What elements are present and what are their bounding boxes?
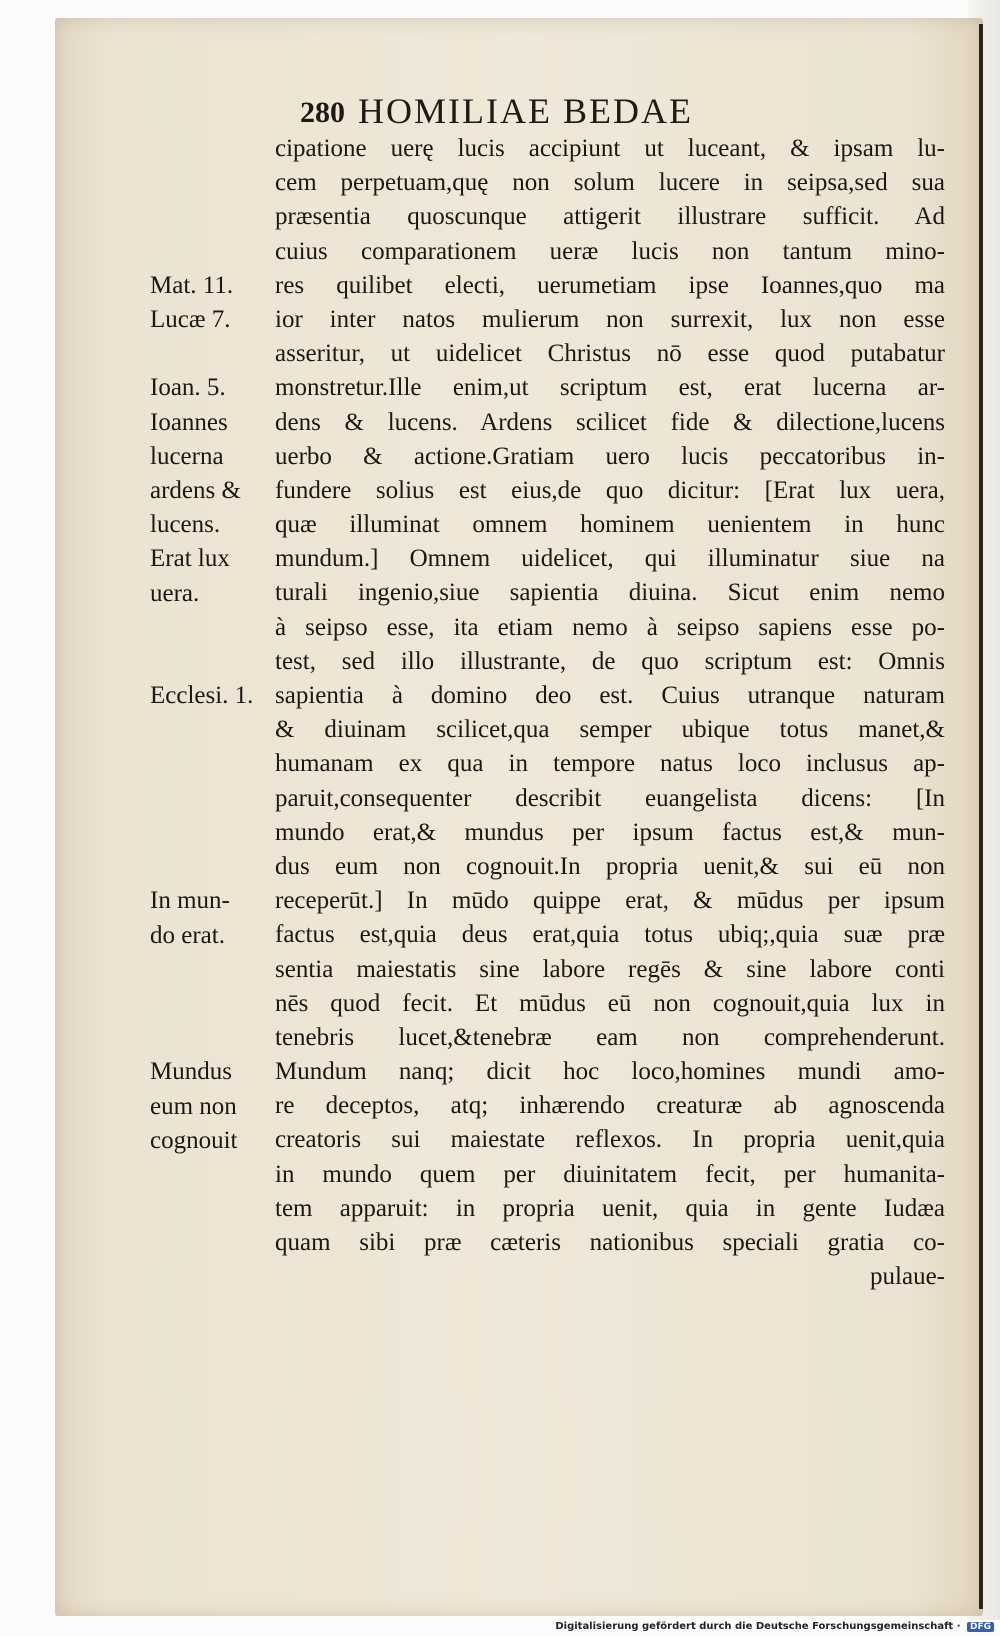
text-line: dens & lucens. Ardens scilicet fide & dilectione,lucens (275, 408, 945, 436)
text-line: Mundum nanq; dicit hoc loco,homines mundi amo- (275, 1058, 945, 1086)
text-line: mundo erat,& mundus per ipsum factus est,& mun- (275, 818, 945, 846)
margin-note: lucens. (150, 511, 221, 539)
text-line: quam sibi præ cæteris nationibus speciali gratia co- (275, 1229, 945, 1256)
margin-note: Mat. 11. (150, 271, 234, 299)
text-line: tenebris lucet,&tenebræ eam non comprehenderunt. (275, 1023, 945, 1051)
text-line: præsentia quoscunque attigerit illustrare sufficit. Ad (275, 203, 945, 231)
text-line: paruit,consequenter describit euangelista dicens: [In (275, 784, 945, 812)
text-line: humanam ex qua in tempore natus loco inclusus ap- (275, 750, 945, 778)
margin-note: do erat. (150, 921, 225, 949)
body-text-block (275, 132, 945, 1294)
text-line: dus eum non cognouit.In propria uenit,& sui eū non (275, 852, 945, 880)
text-line: fundere solius est eius,de quo dicitur: [Erat lux uera, (275, 476, 945, 504)
text-line: mundum.] Omnem uidelicet, qui illuminatur siue na (275, 545, 945, 573)
margin-note: Ecclesi. 1. (150, 682, 254, 710)
text-line: in mundo quem per diuinitatem fecit, per humanita- (275, 1160, 945, 1188)
text-line: creatoris sui maiestate reflexos. In propria uenit,quia (275, 1126, 945, 1154)
page-number: 280 (300, 96, 345, 129)
margin-note: cognouit (150, 1126, 238, 1154)
text-line: ior inter natos mulierum non surrexit, lux non esse (275, 305, 945, 333)
margin-note: Ioan. 5. (150, 374, 226, 402)
text-line: cem perpetuam,quę non solum lucere in seipsa,sed sua (275, 169, 945, 197)
credit-text: Digitalisierung gefördert durch die Deutsche Forschungsgemeinschaft · (555, 1621, 961, 1632)
text-line: uerbo & actione.Gratiam uero lucis peccatoribus in- (275, 442, 945, 470)
digitization-credit (555, 1621, 994, 1632)
margin-note: In mun- (150, 887, 230, 915)
margin-note: Mundus (150, 1058, 232, 1086)
text-line: à seipso esse, ita etiam nemo à seipso sapiens esse po- (275, 613, 945, 641)
margin-note: Ioannes (150, 408, 228, 436)
text-line: & diuinam scilicet,qua semper ubique totus manet,& (275, 716, 945, 744)
text-line: nēs quod fecit. Et mūdus eū non cognouit,quia lux in (275, 989, 945, 1017)
text-line: cuius comparationem ueræ lucis non tantum mino- (275, 237, 945, 265)
margin-note: uera. (150, 579, 200, 607)
text-line: sentia maiestatis sine labore regēs & sine labore conti (275, 955, 945, 983)
text-line: pulaue- (870, 1263, 945, 1291)
margin-note: eum non (150, 1092, 237, 1120)
running-title: HOMILIAE BEDAE (358, 91, 693, 131)
page-header (300, 86, 820, 136)
text-line: factus est,quia deus erat,quia totus ubiq;,quia suæ præ (275, 921, 945, 949)
dfg-logo: DFG (967, 1622, 994, 1632)
margin-note: Erat lux (150, 545, 230, 573)
margin-note: ardens & (150, 477, 241, 504)
margin-note: Lucæ 7. (150, 306, 231, 333)
text-line: test, sed illo illustrante, de quo scriptum est: Omnis (275, 647, 945, 675)
text-line: asseritur, ut uidelicet Christus nō esse quod putabatur (275, 340, 945, 368)
text-line: receperūt.] In mūdo quippe erat, & mūdus per ipsum (275, 887, 945, 915)
text-line: monstretur.Ille enim,ut scriptum est, erat lucerna ar- (275, 374, 945, 402)
text-line: tem apparuit: in propria uenit, quia in gente Iudæa (275, 1194, 945, 1222)
text-line: sapientia à domino deo est. Cuius utranque naturam (275, 682, 945, 709)
text-line: quæ illuminat omnem hominem uenientem in hunc (275, 511, 945, 539)
margin-note: lucerna (150, 442, 224, 470)
text-line: cipatione uerę lucis accipiunt ut luceant, & ipsam lu- (275, 135, 945, 162)
text-line: turali ingenio,siue sapientia diuina. Sicut enim nemo (275, 579, 945, 607)
text-line: res quilibet electi, uerumetiam ipse Ioannes,quo ma (275, 271, 945, 299)
text-line: re deceptos, atq; inhærendo creaturæ ab agnoscenda (275, 1092, 945, 1120)
